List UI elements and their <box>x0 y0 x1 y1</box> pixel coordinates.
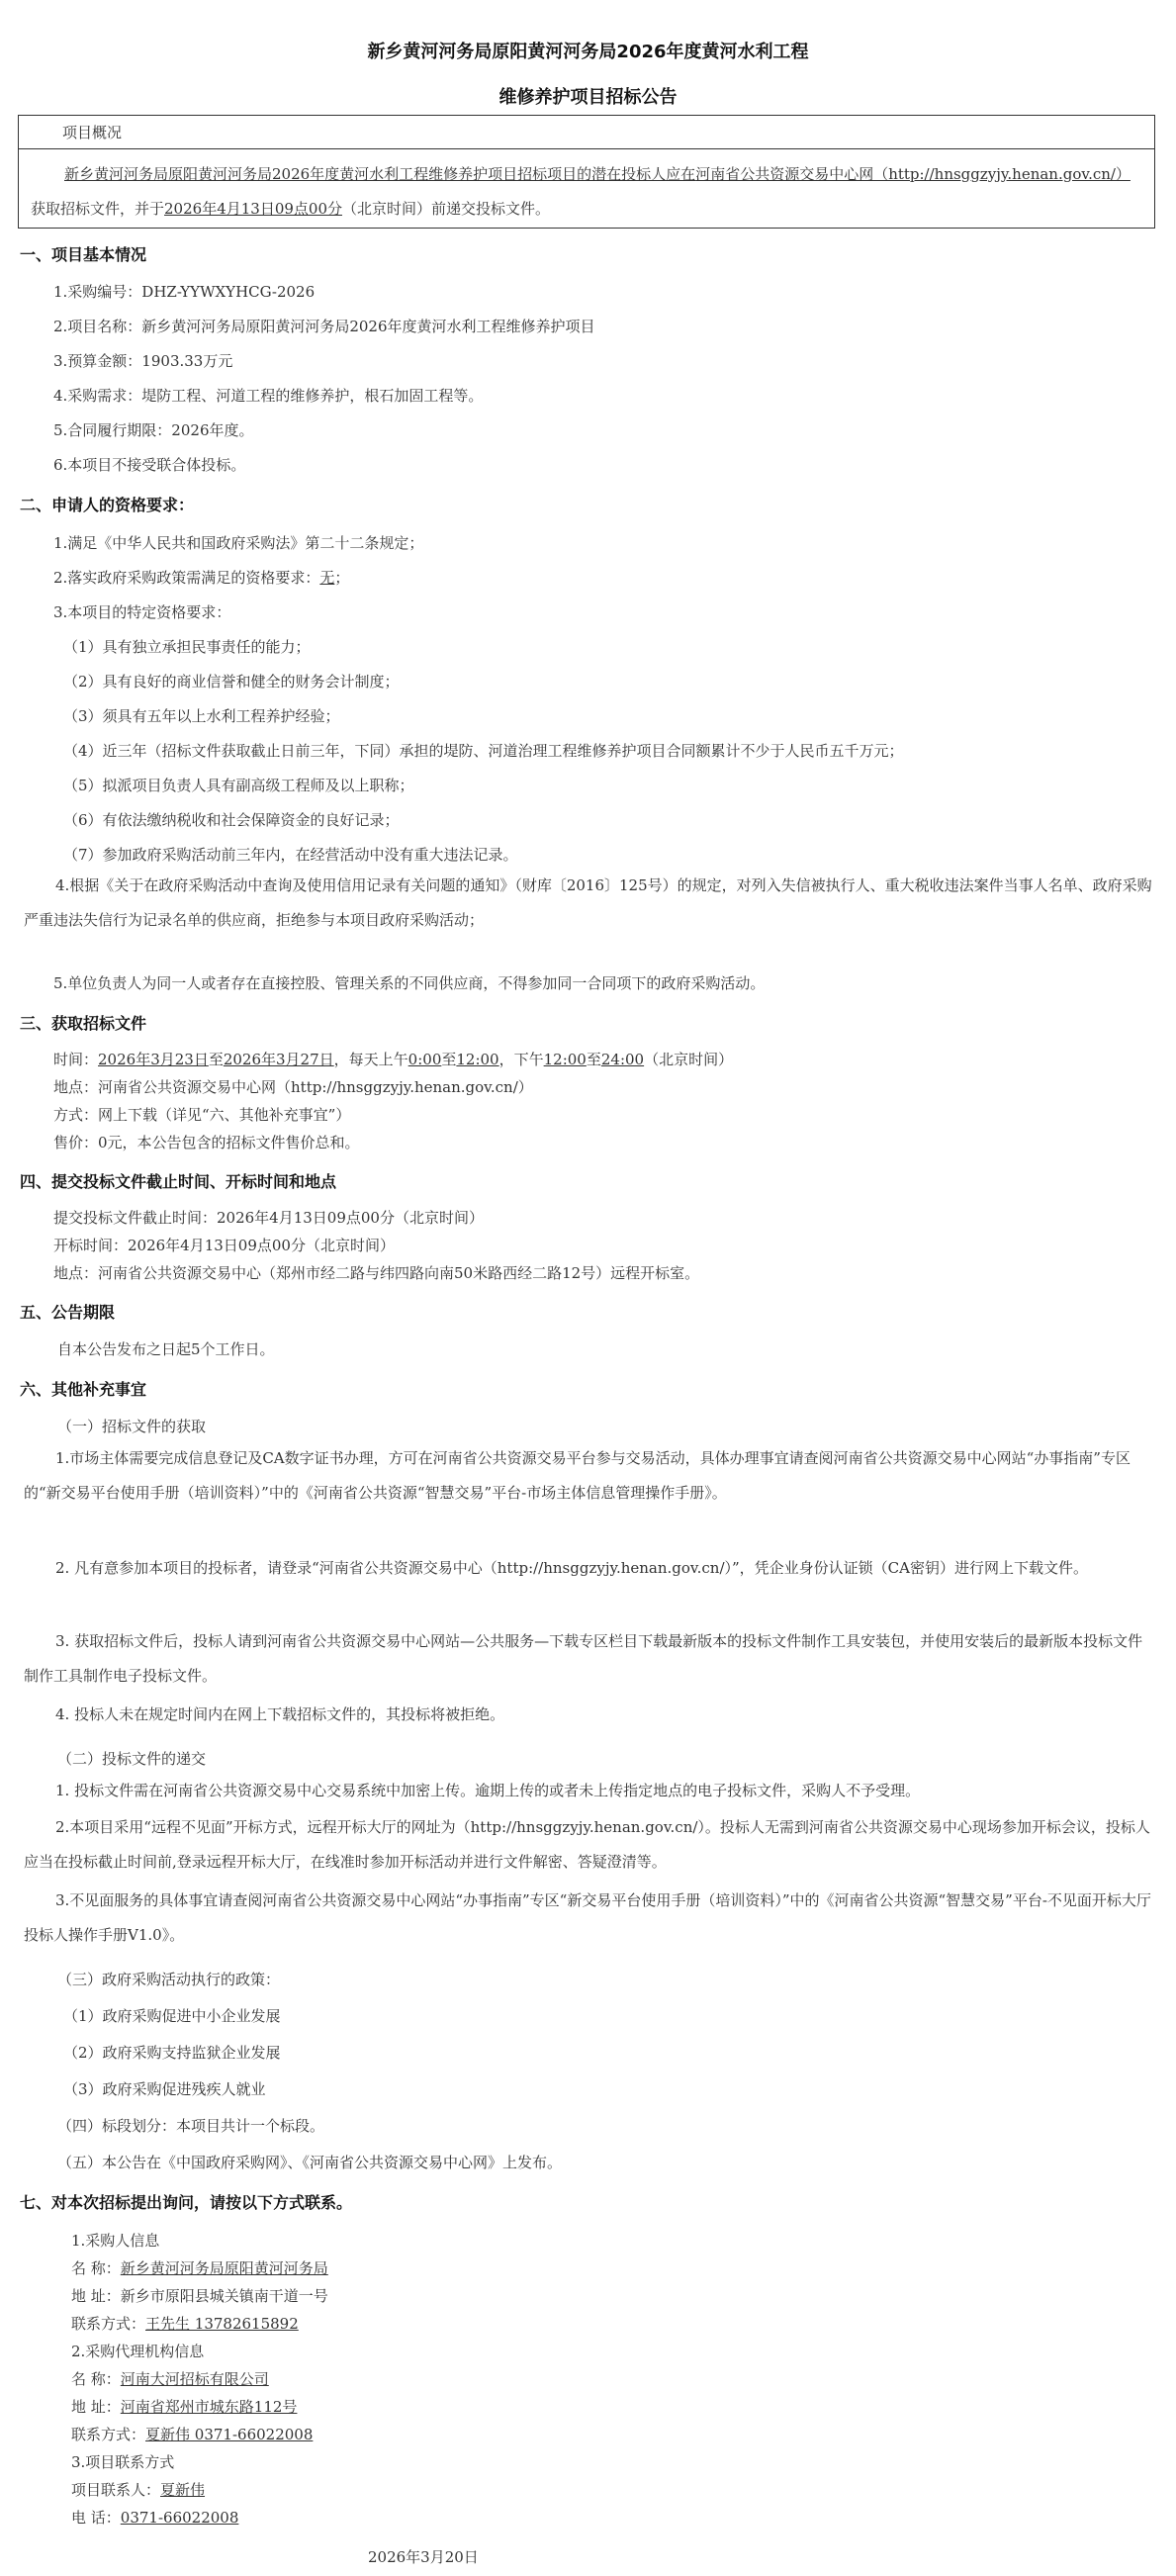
paragraph: 2. 凡有意参加本项目的投标者，请登录“河南省公共资源交易中心（http://hnsggzyjy.henan.gov.cn/）”，凭企业身份认证锁（CA密钥）进行网上下载文件。 <box>55 1559 1088 1577</box>
project-contact-person-value: 夏新伟 <box>160 2481 206 2499</box>
section-heading: 五、公告期限 <box>20 1303 116 1322</box>
acquire-method: 方式：网上下载（详见“六、其他补充事宜”） <box>53 1106 351 1124</box>
acquire-date-end: 2026年3月27日 <box>223 1051 334 1068</box>
subsection-title: （四）标段划分：本项目共计一个标段。 <box>57 2117 325 2135</box>
acquire-price: 售价：0元，本公告包含的招标文件售价总和。 <box>53 1134 360 1151</box>
subsection-title: （三）政府采购活动执行的政策： <box>57 1971 281 1988</box>
acquire-date-start: 2026年3月23日 <box>98 1051 209 1068</box>
buyer-name-value: 新乡黄河河务局原阳黄河河务局 <box>120 2259 328 2277</box>
list-item: 6.本项目不接受联合体投标。 <box>53 456 246 474</box>
page-subtitle: 维修养护项目招标公告 <box>498 87 678 108</box>
list-item: （4）近三年（招标文件获取截止日前三年，下同）承担的堤防、河道治理工程维修养护项目合同额累计不少于人民币五千万元； <box>63 742 904 760</box>
list-item: （6）有依法缴纳税收和社会保障资金的良好记录； <box>63 811 400 829</box>
acquire-place: 地点：河南省公共资源交易中心网（http://hnsggzyjy.henan.gov.cn/） <box>53 1078 533 1096</box>
list-item: （7）参加政府采购活动前三年内，在经营活动中没有重大违法记录。 <box>63 846 518 864</box>
paragraph: 1. 投标文件需在河南省公共资源交易中心交易系统中加密上传。逾期上传的或者未上传指定地点的电子投标文件，采购人不予受理。 <box>55 1782 921 1799</box>
section-heading: 四、提交投标文件截止时间、开标时间和地点 <box>20 1172 337 1191</box>
agent-name-value: 河南大河招标有限公司 <box>120 2370 269 2388</box>
agent-contact-label: 联系方式： <box>71 2426 146 2443</box>
list-item: （3）须具有五年以上水利工程养护经验； <box>63 707 340 725</box>
agent-address-label: 地 址： <box>71 2398 121 2416</box>
section-heading: 一、项目基本情况 <box>20 245 147 264</box>
publish-date: 2026年3月20日 <box>368 2548 479 2566</box>
agent-contact-value: 夏新伟 0371-66022008 <box>145 2426 314 2443</box>
overview-text-c: （北京时间）前递交投标文件。 <box>342 200 551 218</box>
list-item: 4.根据《关于在政府采购活动中查询及使用信用记录有关问题的通知》（财库〔2016〕125号）的规定，对列入失信被执行人、重大税收违法案件当事人名单、政府采购严重违法失信行为记录名单的供应商，拒绝参与本项目政府采购活动； <box>24 876 1152 929</box>
buyer-name-label: 名 称： <box>71 2259 121 2277</box>
project-contact-phone-value: 0371-66022008 <box>120 2509 239 2527</box>
paragraph: 1.市场主体需要完成信息登记及CA数字证书办理，方可在河南省公共资源交易平台参与交易活动，具体办理事宜请查阅河南省公共资源交易中心网站“办事指南”专区的“新交易平台使用手册（培训资料）”中的《河南省公共资源“智慧交易”平台-市场主体信息管理操作手册》。 <box>24 1449 1131 1502</box>
list-item: （3）政府采购促进残疾人就业 <box>63 2080 266 2098</box>
acquire-time-label: 时间： <box>53 1051 99 1068</box>
section-heading: 六、其他补充事宜 <box>20 1380 147 1399</box>
agent-address <box>71 2396 297 2417</box>
list-item: 3.本项目的特定资格要求： <box>53 603 231 621</box>
project-contact-person-label: 项目联系人： <box>71 2481 161 2499</box>
project-contact-phone-label: 电 话： <box>71 2509 121 2527</box>
acquire-to: 至 <box>441 1051 457 1068</box>
list-item: 2.项目名称：新乡黄河河务局原阳黄河河务局2026年度黄河水利工程维修养护项目 <box>53 318 595 335</box>
list-item: 3.预算金额：1903.33万元 <box>53 352 233 370</box>
section-heading: 二、申请人的资格要求： <box>20 496 195 514</box>
buyer-title: 1.采购人信息 <box>71 2232 160 2250</box>
section-heading: 三、获取招标文件 <box>20 1014 147 1033</box>
acquire-time <box>53 1049 733 1069</box>
list-item: 5.合同履行期限：2026年度。 <box>53 421 254 439</box>
acquire-to: 至 <box>586 1051 601 1068</box>
acquire-am-label: ，每天上午 <box>333 1051 408 1068</box>
buyer-contact-value: 王先生 13782615892 <box>145 2315 299 2333</box>
overview-text-b: 获取招标文件，并于 <box>31 200 165 218</box>
list-item: 1.采购编号：DHZ-YYWXYHCG-2026 <box>53 283 316 301</box>
open-time: 开标时间：2026年4月13日09点00分（北京时间） <box>53 1237 395 1254</box>
acquire-pm-end: 24:00 <box>600 1051 645 1068</box>
agent-contact <box>71 2424 313 2444</box>
list-item-value: 无 <box>319 569 335 587</box>
bid-deadline: 提交投标文件截止时间：2026年4月13日09点00分（北京时间） <box>53 1209 484 1227</box>
acquire-pm-label: ，下午 <box>498 1051 544 1068</box>
subsection-title: （二）投标文件的递交 <box>57 1750 207 1768</box>
overview-text-a: 新乡黄河河务局原阳黄河河务局2026年度黄河水利工程维修养护项目招标项目的潜在投标人应在 <box>64 165 696 183</box>
agent-name <box>71 2368 269 2389</box>
list-item-text: 2.落实政府采购政策需满足的资格要求： <box>53 569 320 587</box>
list-item: 4.采购需求：堤防工程、河道工程的维修养护，根石加固工程等。 <box>53 387 484 405</box>
list-item <box>53 567 349 588</box>
acquire-am-start: 0:00 <box>407 1051 442 1068</box>
acquire-tz: （北京时间） <box>644 1051 734 1068</box>
buyer-name <box>71 2257 328 2278</box>
page-title: 新乡黄河河务局原阳黄河河务局2026年度黄河水利工程 <box>367 42 809 62</box>
open-place: 地点：河南省公共资源交易中心（郑州市经二路与纬四路向南50米路西经二路12号）远程开标室。 <box>53 1264 700 1282</box>
paragraph: 4. 投标人未在规定时间内在网上下载招标文件的，其投标将被拒绝。 <box>55 1705 505 1723</box>
list-item: 1.满足《中华人民共和国政府采购法》第二十二条规定； <box>53 534 424 552</box>
list-item: （5）拟派项目负责人具有副高级工程师及以上职称； <box>63 777 414 794</box>
overview-heading: 项目概况 <box>19 116 1154 149</box>
overview-deadline: 2026年4月13日09点00分 <box>164 200 342 218</box>
buyer-contact <box>71 2313 299 2334</box>
list-item: （2）具有良好的商业信誉和健全的财务会计制度； <box>63 673 400 690</box>
paragraph: 2.本项目采用“远程不见面”开标方式，远程开标大厅的网址为（http://hnsggzyjy.henan.gov.cn/）。投标人无需到河南省公共资源交易中心现场参加开标会议，投标人应当在投标截止时间前,登录远程开标大厅，在线准时参加开标活动并进行文件解密、答疑澄清等。 <box>24 1818 1150 1871</box>
notice-period: 自本公告发布之日起5个工作日。 <box>57 1340 275 1358</box>
list-item-text: ； <box>334 569 350 587</box>
overview-box <box>18 115 1155 229</box>
list-item: 5.单位负责人为同一人或者存在直接控股、管理关系的不同供应商，不得参加同一合同项下的政府采购活动。 <box>53 974 766 992</box>
acquire-to: 至 <box>208 1051 224 1068</box>
agent-name-label: 名 称： <box>71 2370 121 2388</box>
buyer-contact-label: 联系方式： <box>71 2315 146 2333</box>
subsection-title: （五）本公告在《中国政府采购网》、《河南省公共资源交易中心网》上发布。 <box>57 2154 563 2171</box>
project-contact-phone <box>71 2507 238 2528</box>
overview-link[interactable]: 河南省公共资源交易中心网（http://hnsggzyjy.henan.gov.cn/） <box>695 165 1131 183</box>
subsection-title: （一）招标文件的获取 <box>57 1418 207 1435</box>
list-item: （1）具有独立承担民事责任的能力； <box>63 638 311 656</box>
section-heading: 七、对本次招标提出询问，请按以下方式联系。 <box>20 2193 353 2212</box>
agent-title: 2.采购代理机构信息 <box>71 2343 205 2360</box>
acquire-am-end: 12:00 <box>456 1051 499 1068</box>
agent-address-value: 河南省郑州市城东路112号 <box>120 2398 298 2416</box>
project-contact-title: 3.项目联系方式 <box>71 2453 175 2471</box>
list-item: （2）政府采购支持监狱企业发展 <box>63 2044 281 2062</box>
list-item: （1）政府采购促进中小企业发展 <box>63 2007 281 2025</box>
paragraph: 3.不见面服务的具体事宜请查阅河南省公共资源交易中心网站“办事指南”专区“新交易平台使用手册（培训资料）”中的《河南省公共资源“智慧交易”平台-不见面开标大厅投标人操作手册V1.0》。 <box>24 1891 1151 1944</box>
buyer-address: 地 址：新乡市原阳县城关镇南干道一号 <box>71 2287 328 2305</box>
project-contact-person <box>71 2479 205 2500</box>
paragraph: 3. 获取招标文件后，投标人请到河南省公共资源交易中心网站—公共服务—下载专区栏目下载最新版本的投标文件制作工具安装包，并使用安装后的最新版本投标文件制作工具制作电子投标文件。 <box>24 1632 1143 1685</box>
overview-text <box>31 157 1138 227</box>
acquire-pm-start: 12:00 <box>543 1051 587 1068</box>
